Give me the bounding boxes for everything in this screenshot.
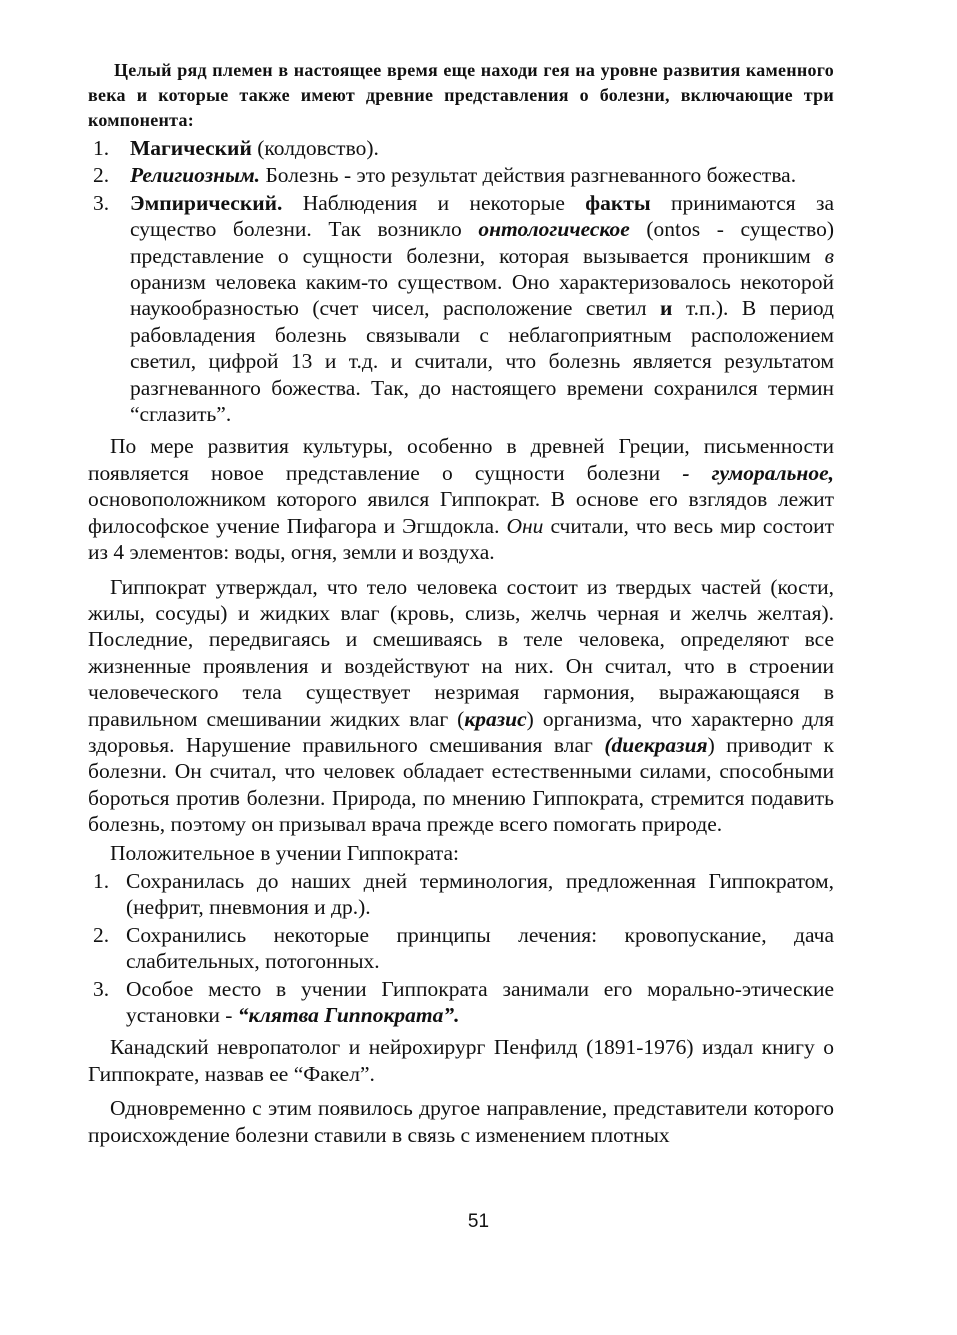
item-number: 1.	[93, 868, 110, 893]
paragraph-other-direction: Одновременно с этим появилось другое направление, представители которого происхождение болезни ставили в связь с изменением плотных	[88, 1096, 834, 1147]
positive-list	[88, 868, 834, 1028]
list-item	[88, 922, 834, 975]
item-term: Магический	[130, 136, 252, 160]
list-item	[88, 190, 834, 428]
item-term: Эмпирический.	[130, 190, 283, 215]
item-text: Сохранились некоторые принципы лечения: кровопускание, дача слабительных, потогонных.	[126, 922, 834, 974]
paragraph-humoral: По мере развития культуры, особенно в древней Греции, письменности появляется новое представление о сущности болезни - гуморальное, основоположником которого явился Гиппократ. В основе его взглядов лежит философское учение Пифагора и Эгшдокла. Они считали, что весь мир состоит из 4 элементов: воды, огня, земли и воздуха.	[88, 434, 835, 565]
item-text: Сохранилась до наших дней терминология, предложенная Гиппократом, (нефрит, пневмония и др.).	[126, 868, 834, 920]
intro-paragraph: Целый ряд племен в настоящее время еще находи гея на уровне развития каменного века и которые также имеют древние представления о болезни, включающие три компонента:	[88, 60, 834, 130]
item-text: Особое место в учении Гиппократа занимали его морально-этические установки - “клятва Гиппократа”.	[126, 976, 834, 1027]
list-item	[88, 162, 834, 188]
item-number: 3.	[93, 976, 110, 1001]
item-text: Эмпирический. Наблюдения и некоторые факты принимаются за существо болезни. Так возникло онтологическое (ontos - существо) представление о сущности болезни, которая вызывается проникшим в оранизм человека каким-то существом. Оно характеризовалось некоторой наукообразностью (счет чисел, расположение светил и т.п.). В период рабовладения болезнь связывали с неблагоприятным расположением светил, цифрой 13 и т.д. и считали, что болезнь является результатом разгневанного божества. Так, до настоящего времени сохранился термин “сглазить”.	[130, 190, 835, 427]
item-text: Магический (колдовство).	[130, 136, 379, 160]
page-content	[88, 58, 834, 1156]
item-text: Религиозным. Болезнь - это результат действия разгневанного божества.	[130, 163, 797, 188]
list-item	[88, 976, 834, 1029]
item-number: 2.	[93, 163, 110, 188]
item-number: 2.	[93, 922, 110, 947]
components-list	[88, 135, 834, 427]
list-item	[88, 135, 834, 161]
item-number: 3.	[93, 190, 110, 215]
list-item	[88, 868, 834, 921]
paragraph-positive: Положительное в учении Гиппократа:	[110, 840, 459, 865]
page-number: 51	[467, 1211, 490, 1232]
item-term: Религиозным.	[130, 163, 261, 188]
paragraph-hippocrates: Гиппократ утверждал, что тело человека состоит из твердых частей (кости, жилы, сосуды) и жидких влаг (кровь, слизь, желчь черная и желчь желтая). Последние, передвигаясь и смешиваясь в теле человека, определяют все жизненные проявления и воздействуют на них. Он считал, что в строении человеческого тела существует незримая гармония, выражающаяся в правильном смешивании жидких влаг (кразис) организма, что характерно для здоровья. Нарушение правильного смешивания влаг (dueкразия) приводит к болезни. Он считал, что человек обладает естественными силами, способными бороться против болезни. Природа, по мнению Гиппократа, стремится подавить болезнь, поэтому он призывал врача прежде всего помогать природе.	[88, 574, 834, 837]
paragraph-penfield: Канадский невропатолог и нейрохирург Пенфилд (1891-1976) издал книгу о Гиппократе, назвав ее “Факел”.	[88, 1035, 834, 1086]
item-number: 1.	[93, 136, 110, 160]
